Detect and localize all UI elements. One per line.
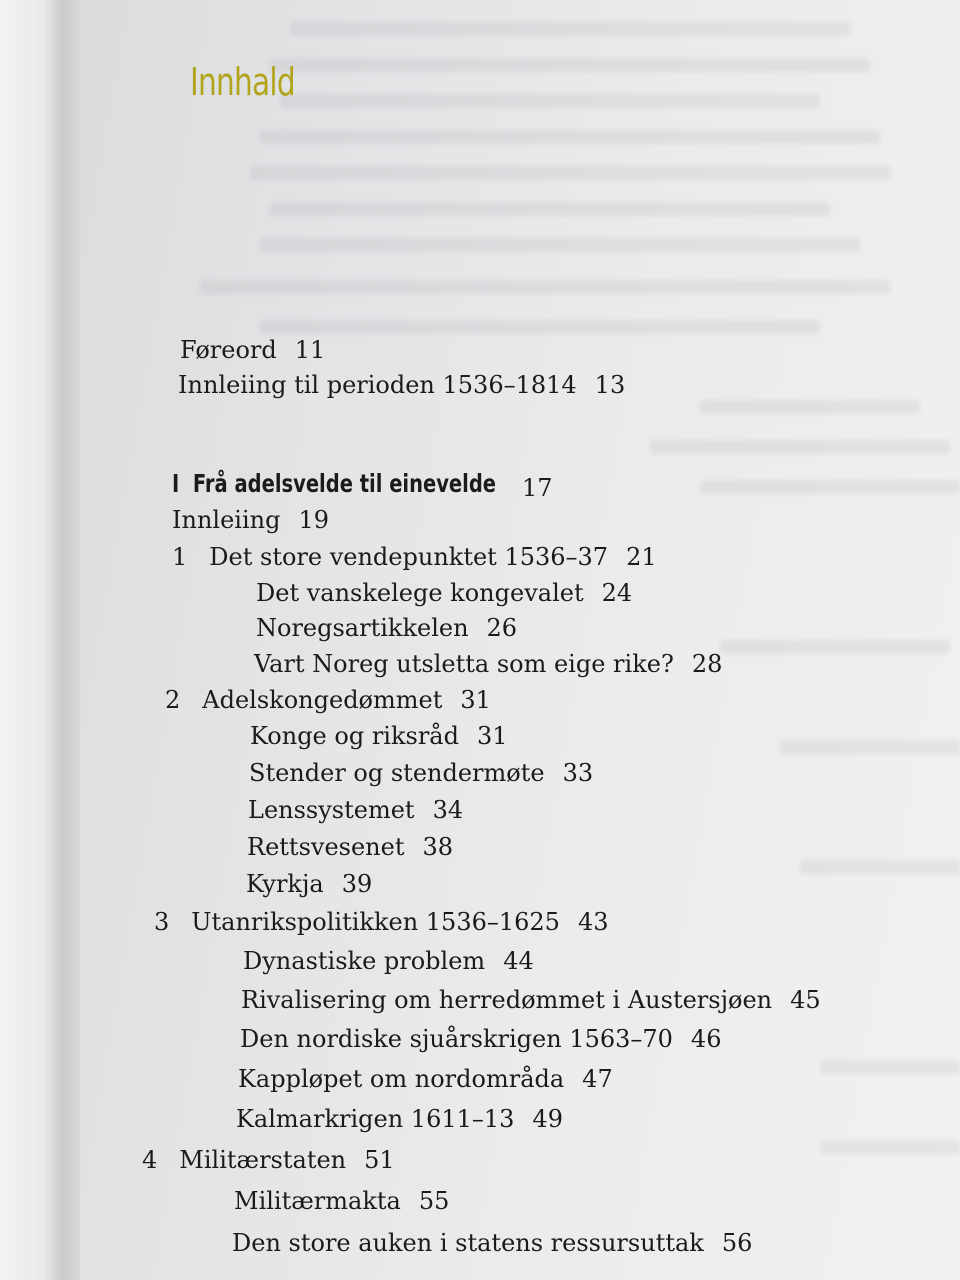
section-page: 31 bbox=[476, 722, 508, 750]
section-page: 47 bbox=[582, 1065, 613, 1093]
chapter-page: 21 bbox=[626, 543, 657, 571]
toc-entry-foreword bbox=[180, 335, 325, 365]
section-page: 34 bbox=[432, 796, 464, 824]
section-label: Den nordiske sjuårskrigen 1563–70 bbox=[240, 1025, 673, 1053]
toc-label: Innleiing til perioden 1536–1814 bbox=[178, 371, 577, 399]
section-page: 44 bbox=[503, 947, 534, 975]
section-page: 28 bbox=[691, 650, 723, 678]
section-label: Stender og stendermøte bbox=[249, 759, 545, 787]
section-label: Lenssystemet bbox=[248, 796, 415, 824]
toc-label: Innleiing bbox=[172, 506, 281, 534]
section-page: 55 bbox=[418, 1187, 450, 1215]
section-label: Vart Noreg utsletta som eige rike? bbox=[254, 650, 674, 678]
section-label: Den store auken i statens ressursuttak bbox=[232, 1229, 704, 1257]
part-label: I Frå adelsvelde til einevelde bbox=[172, 469, 497, 498]
section-page: 24 bbox=[601, 579, 633, 607]
section-page: 46 bbox=[690, 1025, 722, 1053]
toc-section bbox=[254, 649, 722, 679]
section-label: Kyrkja bbox=[246, 870, 324, 898]
part-page: 17 bbox=[522, 474, 553, 502]
chapter-page: 31 bbox=[460, 686, 491, 714]
toc-entry-intro-period bbox=[178, 370, 625, 400]
section-label: Dynastiske problem bbox=[243, 947, 486, 975]
chapter-number: 3 bbox=[154, 908, 170, 936]
chapter-label: Militærstaten bbox=[179, 1146, 347, 1174]
toc-section bbox=[249, 758, 593, 788]
toc-label: Føreord bbox=[180, 336, 277, 364]
section-page: 49 bbox=[532, 1105, 563, 1133]
chapter-number: 1 bbox=[172, 543, 188, 571]
toc-section bbox=[243, 946, 534, 976]
section-label: Noregsartikkelen bbox=[256, 614, 469, 642]
toc-page: 19 bbox=[298, 506, 329, 534]
book-spine bbox=[0, 0, 80, 1280]
section-label: Rivalisering om herredømmet i Austersjøen bbox=[241, 986, 773, 1014]
toc-page: 11 bbox=[294, 336, 326, 364]
page-title: Innhald bbox=[190, 60, 295, 104]
section-page: 33 bbox=[562, 759, 594, 787]
toc-section bbox=[256, 613, 517, 643]
toc-section bbox=[238, 1064, 613, 1094]
chapter-page: 43 bbox=[577, 908, 609, 936]
section-label: Rettsvesenet bbox=[247, 833, 405, 861]
toc-section bbox=[256, 578, 632, 608]
section-page: 38 bbox=[422, 833, 454, 861]
chapter-label: Adelskongedømmet bbox=[202, 686, 443, 714]
chapter-page: 51 bbox=[364, 1146, 395, 1174]
section-page: 26 bbox=[486, 614, 518, 642]
chapter-label: Det store vendepunktet 1536–37 bbox=[209, 543, 609, 571]
section-label: Militærmakta bbox=[234, 1187, 401, 1215]
section-page: 56 bbox=[721, 1229, 753, 1257]
toc-section bbox=[250, 721, 508, 751]
section-label: Kappløpet om nordområda bbox=[238, 1065, 565, 1093]
toc-section bbox=[236, 1104, 563, 1134]
chapter-number: 2 bbox=[165, 686, 181, 714]
section-label: Kalmarkrigen 1611–13 bbox=[236, 1105, 515, 1133]
toc-section bbox=[247, 832, 453, 862]
toc-section bbox=[240, 1024, 721, 1054]
section-label: Konge og riksråd bbox=[250, 722, 459, 750]
toc-chapter-1 bbox=[172, 542, 657, 572]
toc-chapter-3 bbox=[154, 907, 609, 937]
section-label: Det vanskelege kongevalet bbox=[256, 579, 584, 607]
toc-section bbox=[248, 795, 463, 825]
toc-section bbox=[241, 985, 821, 1015]
chapter-number: 4 bbox=[142, 1146, 158, 1174]
section-page: 45 bbox=[790, 986, 821, 1014]
toc-entry-part-intro bbox=[172, 505, 329, 535]
toc-section bbox=[232, 1228, 752, 1258]
chapter-label: Utanrikspolitikken 1536–1625 bbox=[191, 908, 560, 936]
toc-chapter-4 bbox=[142, 1145, 395, 1175]
section-page: 39 bbox=[341, 870, 373, 898]
toc-section bbox=[234, 1186, 449, 1216]
toc-page: 13 bbox=[594, 371, 626, 399]
toc-section bbox=[246, 869, 372, 899]
toc-chapter-2 bbox=[165, 685, 491, 715]
